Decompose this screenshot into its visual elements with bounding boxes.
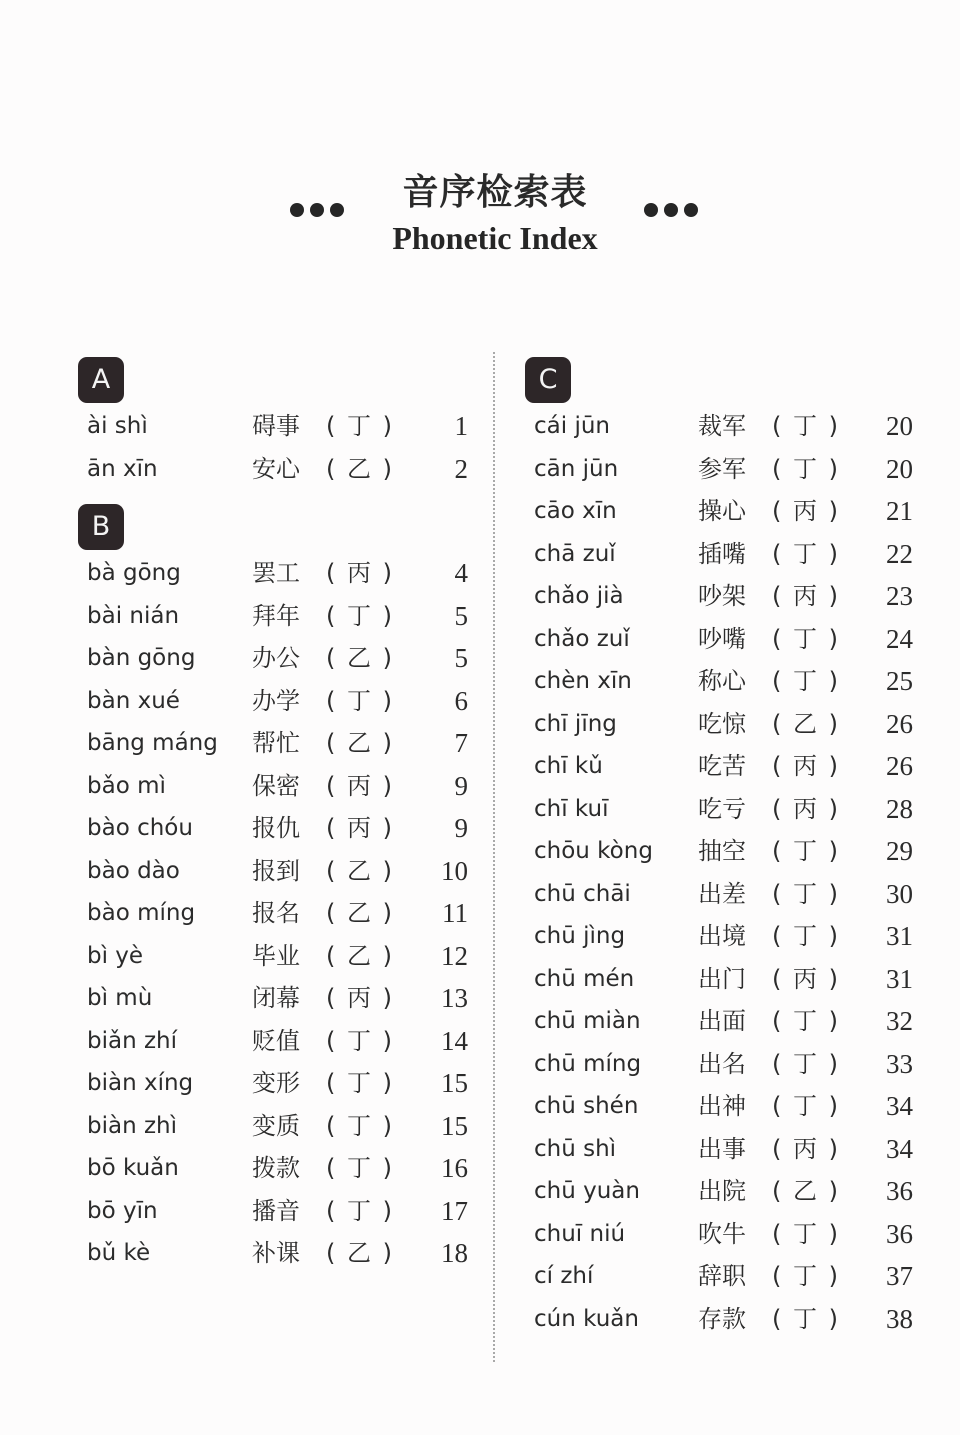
entry-word: 闭幕 — [252, 984, 300, 1012]
entry-pinyin: chū míng — [534, 1050, 642, 1077]
entry-word: 碍事 — [252, 412, 300, 440]
entry-page-number: 18 — [441, 1238, 468, 1268]
entry-list — [525, 405, 925, 1340]
entry-pinyin: cún kuǎn — [534, 1305, 639, 1332]
entry-pinyin: bà gōng — [87, 560, 181, 586]
entry-page-number: 4 — [454, 558, 468, 588]
entry-pinyin: biàn zhì — [87, 1112, 178, 1139]
entry-pinyin: bō kuǎn — [87, 1155, 179, 1181]
entry-pinyin: cí zhí — [534, 1263, 594, 1289]
entry-word: 报到 — [252, 856, 300, 885]
entry-word: 帮忙 — [252, 729, 300, 757]
index-entry — [525, 958, 925, 1001]
entry-page-number: 9 — [454, 770, 468, 801]
entry-word: 裁军 — [698, 412, 746, 440]
entry-pinyin: chū yuàn — [534, 1178, 640, 1204]
entry-pinyin: chuī niú — [534, 1220, 626, 1247]
entry-level: ( 丁 ) — [772, 624, 840, 653]
entry-level: ( 丙 ) — [772, 752, 840, 780]
entry-word: 吹牛 — [698, 1219, 746, 1248]
entry-pinyin: bào míng — [87, 900, 196, 926]
entry-page-number: 1 — [454, 411, 468, 441]
entry-pinyin: cāo xīn — [534, 498, 617, 524]
index-entry — [78, 935, 478, 978]
entry-level: ( 丙 ) — [772, 1134, 840, 1163]
dot-icon — [684, 203, 698, 217]
entry-pinyin: cái jūn — [534, 413, 610, 439]
section-letter-badge: A — [78, 357, 124, 403]
entry-pinyin: bǎo mì — [87, 772, 166, 799]
entry-list — [78, 405, 478, 490]
entry-pinyin: chū chāi — [534, 880, 631, 907]
index-entry — [78, 637, 478, 680]
entry-level: ( 乙 ) — [326, 644, 394, 672]
entry-page-number: 14 — [441, 1025, 468, 1056]
entry-word: 插嘴 — [698, 539, 746, 568]
entry-level: ( 乙 ) — [772, 709, 840, 738]
entry-word: 补课 — [252, 1239, 300, 1267]
entry-page-number: 22 — [886, 538, 913, 569]
entry-word: 出神 — [698, 1092, 746, 1120]
entry-word: 抽空 — [698, 837, 746, 865]
index-entry — [78, 680, 478, 723]
section-c — [525, 357, 925, 1340]
entry-page-number: 36 — [886, 1176, 913, 1206]
index-entry — [78, 1190, 478, 1233]
entry-pinyin: chū shì — [534, 1135, 617, 1162]
entry-word: 出差 — [698, 879, 746, 908]
index-entry — [78, 1062, 478, 1105]
entry-pinyin: chōu kòng — [534, 838, 653, 864]
index-entry — [525, 1000, 925, 1043]
entry-page-number: 12 — [441, 940, 468, 971]
index-entry — [525, 1043, 925, 1086]
entry-word: 出名 — [698, 1049, 746, 1078]
index-entry — [525, 1213, 925, 1256]
entry-level: ( 丁 ) — [326, 601, 394, 630]
entry-pinyin: bì mù — [87, 985, 153, 1011]
entry-word: 称心 — [698, 667, 746, 695]
entry-page-number: 17 — [441, 1195, 468, 1226]
entry-word: 参军 — [698, 454, 746, 483]
entry-word: 毕业 — [252, 941, 300, 970]
entry-page-number: 20 — [886, 453, 913, 484]
entry-level: ( 丁 ) — [772, 539, 840, 568]
index-entry — [78, 850, 478, 893]
index-column-left — [78, 357, 478, 1275]
entry-level: ( 乙 ) — [326, 941, 394, 970]
entry-level: ( 丙 ) — [326, 771, 394, 800]
entry-pinyin: chū mén — [534, 965, 635, 992]
section-letter-badge: B — [78, 504, 124, 550]
index-entry — [525, 618, 925, 661]
entry-level: ( 乙 ) — [326, 899, 394, 927]
entry-pinyin: chī jīng — [534, 710, 617, 737]
entry-word: 吵嘴 — [698, 624, 746, 653]
entry-page-number: 36 — [886, 1218, 913, 1249]
page-title-english: Phonetic Index — [392, 220, 598, 256]
entry-word: 变质 — [252, 1111, 300, 1140]
entry-word: 报仇 — [252, 814, 300, 842]
entry-page-number: 21 — [886, 496, 913, 526]
dot-icon — [644, 203, 658, 217]
entry-pinyin: ān xīn — [87, 455, 158, 482]
entry-page-number: 33 — [886, 1048, 913, 1079]
entry-pinyin: bǔ kè — [87, 1240, 151, 1266]
section-a — [78, 357, 478, 490]
index-entry — [525, 1298, 925, 1341]
entry-page-number: 20 — [886, 411, 913, 441]
entry-level: ( 丁 ) — [772, 454, 840, 483]
entry-word: 播音 — [252, 1196, 300, 1225]
index-entry — [525, 1255, 925, 1298]
index-entry — [525, 405, 925, 448]
entry-pinyin: bàn gōng — [87, 645, 196, 671]
dot-icon — [664, 203, 678, 217]
entry-level: ( 丁 ) — [772, 1262, 840, 1290]
entry-level: ( 乙 ) — [772, 1177, 840, 1205]
entry-level: ( 丁 ) — [772, 837, 840, 865]
entry-word: 存款 — [698, 1304, 746, 1333]
entry-level: ( 丁 ) — [772, 1304, 840, 1333]
page-header — [0, 160, 960, 270]
entry-page-number: 37 — [886, 1261, 913, 1291]
entry-pinyin: chǎo zuǐ — [534, 625, 630, 652]
index-column-right — [525, 357, 925, 1340]
index-entry — [78, 722, 478, 765]
entry-level: ( 丙 ) — [326, 984, 394, 1012]
entry-word: 吃苦 — [698, 752, 746, 780]
index-entry — [525, 1128, 925, 1171]
index-entry — [525, 490, 925, 533]
entry-level: ( 丁 ) — [772, 667, 840, 695]
entry-level: ( 丁 ) — [772, 1219, 840, 1248]
index-entry — [78, 1020, 478, 1063]
entry-page-number: 38 — [886, 1303, 913, 1334]
entry-pinyin: chū miàn — [534, 1008, 641, 1034]
entry-page-number: 34 — [886, 1091, 913, 1121]
entry-page-number: 6 — [454, 685, 468, 716]
entry-page-number: 24 — [886, 623, 913, 654]
entry-word: 贬值 — [252, 1026, 300, 1055]
entry-page-number: 10 — [441, 855, 468, 886]
entry-list — [78, 552, 478, 1275]
index-entry — [78, 977, 478, 1020]
entry-pinyin: bì yè — [87, 942, 144, 969]
entry-word: 出境 — [698, 922, 746, 950]
entry-word: 出院 — [698, 1177, 746, 1205]
entry-pinyin: chī kuī — [534, 795, 609, 822]
index-entry — [525, 788, 925, 831]
entry-level: ( 丁 ) — [772, 1049, 840, 1078]
entry-word: 拜年 — [252, 601, 300, 630]
index-entry — [525, 703, 925, 746]
entry-pinyin: bào dào — [87, 857, 180, 884]
entry-page-number: 34 — [886, 1133, 913, 1164]
entry-level: ( 乙 ) — [326, 454, 394, 483]
entry-page-number: 2 — [454, 453, 468, 484]
entry-pinyin: bài nián — [87, 602, 180, 629]
index-entry — [78, 892, 478, 935]
entry-level: ( 丁 ) — [772, 879, 840, 908]
entry-level: ( 丁 ) — [326, 1069, 394, 1097]
entry-word: 报名 — [252, 899, 300, 927]
index-entry — [78, 807, 478, 850]
entry-word: 出门 — [698, 964, 746, 993]
entry-word: 拨款 — [252, 1154, 300, 1182]
entry-page-number: 15 — [441, 1068, 468, 1098]
entry-pinyin: chā zuǐ — [534, 540, 616, 567]
entry-level: ( 丁 ) — [772, 1007, 840, 1035]
entry-pinyin: chī kǔ — [534, 753, 603, 779]
entry-word: 保密 — [252, 771, 300, 800]
entry-pinyin: bàn xué — [87, 687, 180, 714]
entry-word: 罢工 — [252, 559, 300, 587]
entry-pinyin: chū jìng — [534, 923, 626, 949]
entry-page-number: 28 — [886, 793, 913, 824]
section-letter-badge: C — [525, 357, 571, 403]
entry-pinyin: biǎn zhí — [87, 1027, 178, 1054]
entry-level: ( 丁 ) — [326, 1196, 394, 1225]
index-entry — [525, 575, 925, 618]
column-divider — [493, 352, 495, 1362]
index-entry — [525, 533, 925, 576]
entry-level: ( 丁 ) — [772, 1092, 840, 1120]
entry-pinyin: cān jūn — [534, 455, 619, 482]
entry-word: 出事 — [698, 1134, 746, 1163]
entry-page-number: 32 — [886, 1006, 913, 1036]
entry-level: ( 丁 ) — [772, 922, 840, 950]
entry-pinyin: chǎo jià — [534, 583, 624, 609]
entry-page-number: 29 — [886, 836, 913, 866]
entry-level: ( 乙 ) — [326, 856, 394, 885]
entry-page-number: 31 — [886, 963, 913, 994]
index-entry — [525, 873, 925, 916]
entry-level: ( 丙 ) — [772, 964, 840, 993]
entry-pinyin: bào chóu — [87, 815, 193, 841]
index-entry — [525, 915, 925, 958]
entry-page-number: 9 — [454, 813, 468, 843]
index-entry — [525, 830, 925, 873]
index-entry — [525, 1170, 925, 1213]
entry-level: ( 丙 ) — [326, 814, 394, 842]
entry-level: ( 丙 ) — [772, 497, 840, 525]
entry-word: 办公 — [252, 644, 300, 672]
entry-level: ( 丁 ) — [326, 686, 394, 715]
entry-page-number: 5 — [454, 600, 468, 631]
entry-word: 辞职 — [698, 1262, 746, 1290]
entry-pinyin: bō yīn — [87, 1197, 158, 1224]
entry-pinyin: biàn xíng — [87, 1070, 194, 1096]
entry-level: ( 丁 ) — [772, 412, 840, 440]
index-entry — [78, 1147, 478, 1190]
entry-page-number: 15 — [441, 1110, 468, 1141]
entry-page-number: 11 — [442, 898, 468, 928]
entry-level: ( 丁 ) — [326, 1026, 394, 1055]
entry-word: 出面 — [698, 1007, 746, 1035]
index-entry — [78, 552, 478, 595]
entry-level: ( 乙 ) — [326, 1239, 394, 1267]
index-entry — [78, 405, 478, 448]
index-entry — [78, 595, 478, 638]
decorative-dots-right — [644, 203, 698, 217]
entry-level: ( 丁 ) — [326, 1154, 394, 1182]
entry-level: ( 丙 ) — [772, 582, 840, 610]
index-entry — [78, 765, 478, 808]
entry-pinyin: chū shén — [534, 1093, 639, 1119]
entry-word: 吃亏 — [698, 794, 746, 823]
entry-page-number: 16 — [441, 1153, 468, 1183]
entry-level: ( 乙 ) — [326, 729, 394, 757]
entry-pinyin: ài shì — [87, 413, 148, 439]
entry-level: ( 丙 ) — [772, 794, 840, 823]
index-entry — [78, 1105, 478, 1148]
index-entry — [525, 745, 925, 788]
index-entry — [525, 660, 925, 703]
page-title-chinese: 音序检索表 — [402, 171, 588, 213]
entry-word: 安心 — [252, 454, 300, 483]
entry-word: 吃惊 — [698, 709, 746, 738]
entry-level: ( 丙 ) — [326, 559, 394, 587]
entry-page-number: 26 — [886, 708, 913, 739]
entry-word: 操心 — [698, 497, 746, 525]
index-entry — [525, 1085, 925, 1128]
entry-page-number: 13 — [441, 983, 468, 1013]
entry-page-number: 25 — [886, 666, 913, 696]
entry-page-number: 26 — [886, 751, 913, 781]
entry-word: 吵架 — [698, 582, 746, 610]
entry-level: ( 丁 ) — [326, 1111, 394, 1140]
entry-page-number: 30 — [886, 878, 913, 909]
index-entry — [525, 448, 925, 491]
entry-pinyin: bāng máng — [87, 730, 218, 756]
entry-page-number: 23 — [886, 581, 913, 611]
index-entry — [78, 1232, 478, 1275]
index-entry — [78, 448, 478, 491]
entry-page-number: 7 — [454, 728, 468, 758]
entry-level: ( 丁 ) — [326, 412, 394, 440]
entry-pinyin: chèn xīn — [534, 668, 632, 694]
entry-word: 变形 — [252, 1069, 300, 1097]
section-b — [78, 504, 478, 1275]
entry-page-number: 5 — [454, 643, 468, 673]
entry-word: 办学 — [252, 686, 300, 715]
entry-page-number: 31 — [886, 921, 913, 951]
